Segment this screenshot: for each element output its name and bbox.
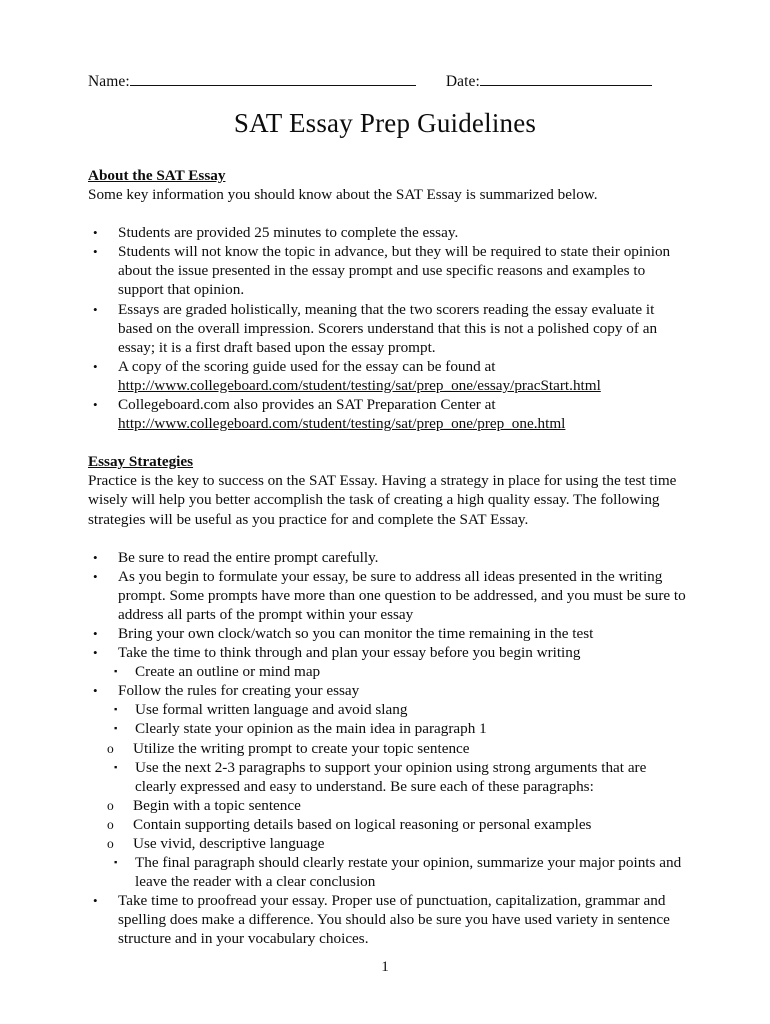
bullet-dot-icon: • [93, 893, 98, 909]
list-item [93, 395, 688, 433]
list-item-text: Essays are graded holistically, meaning that the two scorers reading the essay evaluate it based on the overall impression. Scorers understand that this is not a polished copy of an essay; it is a first draft based upon the essay prompt. [118, 300, 658, 356]
list-item [107, 815, 688, 834]
list-item [93, 681, 688, 700]
list-item-text: The final paragraph should clearly restate your opinion, summarize your major points and leave the reader with a clear conclusion [135, 854, 682, 891]
page-number: 1 [381, 958, 389, 975]
list-item-text: Utilize the writing prompt to create your topic sentence [133, 739, 470, 757]
list-item-text: Take the time to think through and plan your essay before you begin writing [118, 644, 581, 662]
list-item-text: As you begin to formulate your essay, be sure to address all ideas presented in the writing prompt. Some prompts have more than one question to be addressed, and you must be sure to address all parts of the prompt within your essay [118, 567, 686, 623]
list-item-text: Take time to proofread your essay. Proper use of punctuation, capitalization, grammar and spelling does make a difference. You should also be sure you have used variety in sentence structure and in your vocabulary choices. [118, 892, 670, 948]
page-title: SAT Essay Prep Guidelines [233, 108, 537, 138]
list-item [93, 223, 688, 242]
bullet-dot-icon: • [93, 301, 98, 317]
strategies-bullet-list [88, 548, 688, 663]
section-essay-strategies [88, 452, 688, 948]
about-bullet-list [88, 223, 688, 433]
final-paragraph-sublist [88, 853, 688, 891]
section-heading: Essay Strategies [88, 453, 194, 471]
list-item [107, 834, 688, 853]
bullet-dot-icon: • [93, 358, 98, 374]
bullet-circle-icon: o [107, 836, 114, 851]
list-item-text: A copy of the scoring guide used for the essay can be found at [118, 357, 496, 375]
name-write-line[interactable] [130, 72, 416, 86]
list-item-text: Follow the rules for creating your essay [118, 682, 360, 700]
bullet-dot-icon: • [93, 568, 98, 584]
document-body [88, 166, 688, 949]
bullet-dot-icon: • [93, 683, 98, 699]
list-item-text: Use vivid, descriptive language [133, 835, 325, 852]
strategies-sublist [88, 662, 688, 681]
list-item-text: Create an outline or mind map [135, 663, 321, 681]
bullet-dot-icon: • [93, 397, 98, 413]
section-intro-paragraph: Some key information you should know about the SAT Essay is summarized below. [88, 186, 598, 204]
proofread-bullet-list [88, 891, 688, 948]
name-date-row [88, 72, 688, 92]
spacer [88, 204, 688, 223]
list-item-text: Use the next 2-3 paragraphs to support your opinion using strong arguments that are clearly expressed and easy to understand. Be sure each of these paragraphs: [135, 758, 647, 795]
list-item [93, 242, 688, 299]
list-item-text: Use formal written language and avoid slang [135, 701, 408, 719]
bullet-dot-icon: • [93, 625, 98, 641]
bullet-square-icon: ▪ [114, 858, 118, 869]
bullet-circle-icon: o [107, 740, 114, 756]
list-item [93, 567, 688, 624]
prep-center-link[interactable]: http://www.collegeboard.com/student/testing/sat/prep_one/prep_one.html [118, 415, 566, 433]
date-label: Date: [445, 73, 480, 90]
bullet-square-icon: ▪ [114, 667, 118, 678]
list-item [93, 891, 688, 948]
list-item [114, 758, 688, 796]
bullet-dot-icon: • [93, 225, 98, 241]
list-item [107, 739, 688, 758]
list-item [114, 853, 688, 891]
list-item [107, 796, 688, 815]
bullet-dot-icon: • [93, 645, 98, 661]
list-item-text: Collegeboard.com also provides an SAT Preparation Center at [118, 396, 496, 414]
list-item [93, 643, 688, 662]
list-item-text: Contain supporting details based on logical reasoning or personal examples [133, 815, 592, 833]
strategies-bullet-list-cont [88, 681, 688, 700]
list-item-text: Be sure to read the entire prompt carefully. [118, 548, 379, 566]
bullet-dot-icon: • [93, 549, 98, 565]
list-item-text: Begin with a topic sentence [133, 796, 301, 814]
bullet-circle-icon: o [107, 816, 114, 832]
list-item [93, 300, 688, 357]
rules-sublist [88, 700, 688, 738]
name-field[interactable] [88, 72, 416, 92]
list-item-text: Students are provided 25 minutes to complete the essay. [118, 224, 459, 242]
scoring-guide-link[interactable]: http://www.collegeboard.com/student/testing/sat/prep_one/essay/pracStart.html [118, 376, 601, 394]
list-item [93, 548, 688, 567]
spacer [88, 529, 688, 548]
bullet-square-icon: ▪ [114, 724, 118, 735]
date-field[interactable] [446, 72, 652, 92]
rules-subsublist [88, 739, 688, 758]
bullet-square-icon: ▪ [114, 762, 118, 773]
rules-sublist-cont [88, 758, 688, 796]
name-label: Name: [88, 73, 130, 90]
list-item [93, 357, 688, 395]
paragraph-requirements-list [88, 796, 688, 853]
list-item [114, 662, 688, 681]
bullet-dot-icon: • [93, 244, 98, 260]
list-item-text: Clearly state your opinion as the main idea in paragraph 1 [135, 720, 487, 738]
bullet-circle-icon: o [107, 797, 114, 813]
list-item [114, 700, 688, 719]
spacer [88, 433, 688, 452]
list-item [93, 624, 688, 643]
list-item-text: Bring your own clock/watch so you can monitor the time remaining in the test [118, 624, 594, 642]
date-write-line[interactable] [480, 72, 652, 86]
section-heading: About the SAT Essay [88, 167, 226, 184]
bullet-square-icon: ▪ [114, 705, 118, 716]
list-item-text: Students will not know the topic in advance, but they will be required to state their opinion about the issue presented in the essay prompt and use specific reasons and examples to support that opinion. [118, 243, 671, 299]
section-intro-paragraph: Practice is the key to success on the SAT Essay. Having a strategy in place for using the test time wisely will help you better accomplish the task of creating a high quality essay. The following strategies will be useful as you practice for and complete the SAT Essay. [88, 472, 677, 528]
section-about-the-sat-essay [88, 166, 688, 433]
list-item [114, 719, 688, 738]
